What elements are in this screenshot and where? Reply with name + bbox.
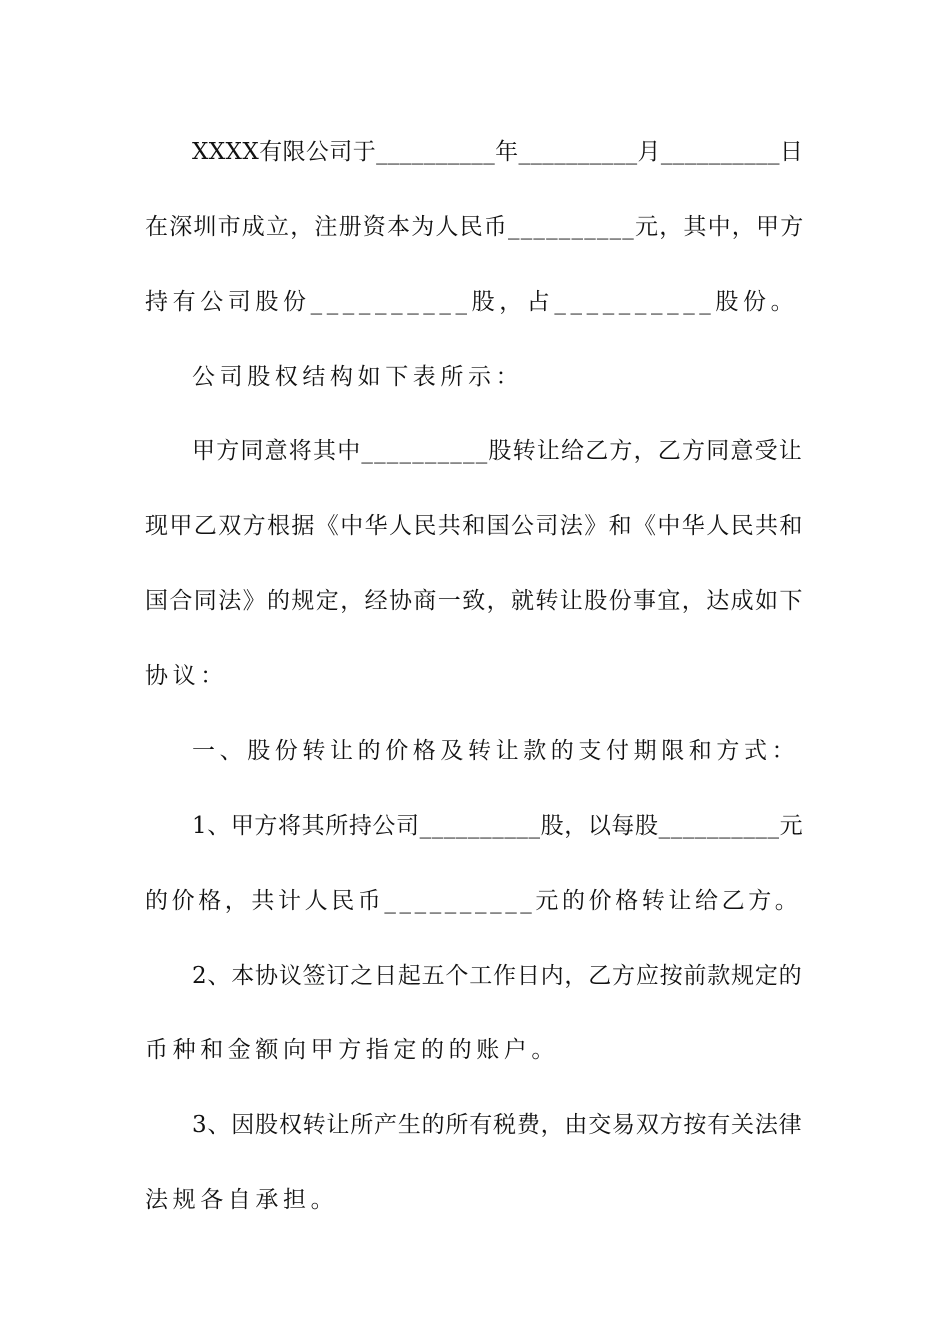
- paragraph-line-3: 持有公司股份__________股，占__________股份。: [145, 289, 799, 315]
- paragraph-line-1: XXXX有限公司于__________年__________月__________日: [192, 139, 804, 165]
- paragraph-line-10: 1、甲方将其所持公司__________股，以每股__________元: [192, 813, 804, 839]
- paragraph-line-11: 的价格，共计人民币__________元的价格转让给乙方。: [145, 888, 802, 914]
- paragraph-line-15: 法规各自承担。: [145, 1187, 339, 1213]
- paragraph-line-4: 公司股权结构如下表所示：: [192, 364, 524, 390]
- paragraph-line-12: 2、本协议签订之日起五个工作日内，乙方应按前款规定的: [192, 963, 803, 989]
- paragraph-line-5: 甲方同意将其中__________股转让给乙方，乙方同意受让: [192, 438, 803, 464]
- paragraph-line-7: 国合同法》的规定，经协商一致，就转让股份事宜，达成如下: [145, 588, 804, 614]
- paragraph-line-14: 3、因股权转让所产生的所有税费，由交易双方按有关法律: [192, 1112, 803, 1138]
- paragraph-line-2: 在深圳市成立，注册资本为人民币__________元，其中，甲方: [145, 214, 805, 240]
- paragraph-line-13: 币种和金额向甲方指定的的账户。: [145, 1037, 559, 1063]
- paragraph-line-6: 现甲乙双方根据《中华人民共和国公司法》和《中华人民共和: [145, 513, 804, 539]
- section-heading: 一、股份转让的价格及转让款的支付期限和方式：: [192, 738, 800, 764]
- paragraph-line-8: 协议：: [145, 663, 228, 689]
